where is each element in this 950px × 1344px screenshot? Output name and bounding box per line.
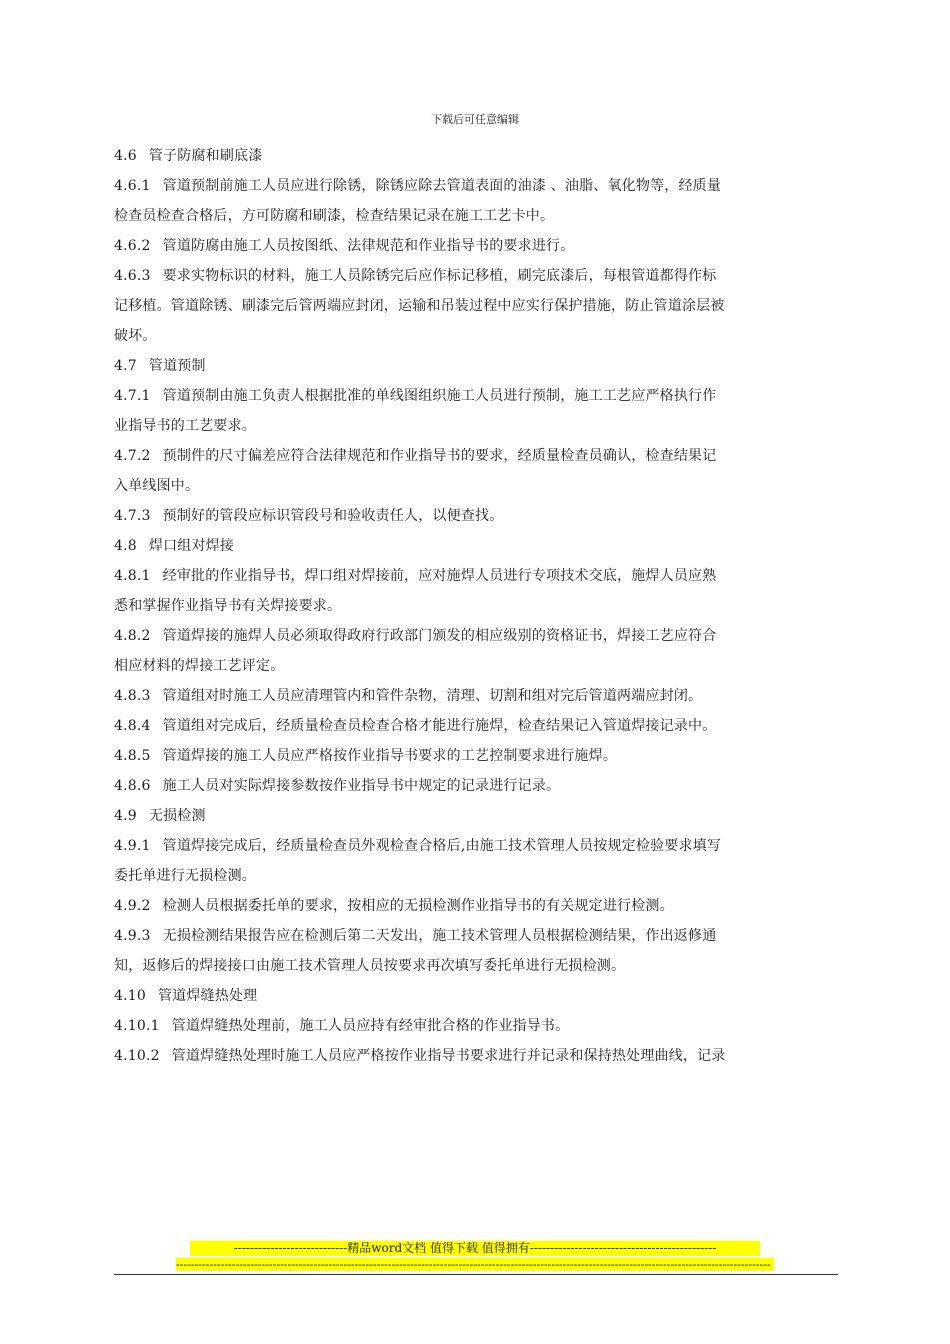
section-number: 4.8.2 [114,628,151,644]
footer-divider [114,1274,838,1275]
section-text: 管道焊接的施工人员应严格按作业指导书要求的工艺控制要求进行施焊。 [162,748,618,764]
footer-watermark-line-1: ----------------------------精品word文档 值得下载 值得拥有---------------------------------------------- [190,1241,760,1256]
continuation-line [114,201,838,231]
continuation-line [114,411,838,441]
section-line [114,831,838,861]
section-line [114,561,838,591]
section-text: 入单线图中。 [114,478,200,494]
section-line [114,981,838,1011]
section-text: 管道预制 [148,358,206,374]
continuation-line [114,651,838,681]
footer-watermark-line-2: ---------------------------------------------------------------------------------------------------------------------------------------------------------------- [176,1258,774,1271]
section-line [114,711,838,741]
section-line [114,351,838,381]
section-number: 4.8.4 [114,718,151,734]
continuation-line [114,861,838,891]
section-text: 检查员检查合格后，方可防腐和刷漆，检查结果记录在施工工艺卡中。 [114,208,555,224]
section-number: 4.7.3 [114,508,151,524]
section-line [114,231,838,261]
section-text: 管道预制由施工负责人根据批准的单线图组织施工人员进行预制，施工工艺应严格执行作 [162,388,717,404]
section-line [114,531,838,561]
section-text: 管道组对时施工人员应清理管内和管件杂物，清理、切割和组对完后管道两端应封闭。 [162,688,703,704]
section-text: 预制件的尺寸偏差应符合法律规范和作业指导书的要求，经质量检查员确认，检查结果记 [162,448,717,464]
section-text: 相应材料的焊接工艺评定。 [114,658,285,674]
section-line [114,771,838,801]
section-line [114,891,838,921]
section-line [114,921,838,951]
section-text: 管道组对完成后，经质量检查员检查合格才能进行施焊，检查结果记入管道焊接记录中。 [162,718,717,734]
section-number: 4.8.3 [114,688,151,704]
section-number: 4.9 [114,808,137,824]
section-text: 无损检测 [148,808,206,824]
section-text: 无损检测结果报告应在检测后第二天发出，施工技术管理人员根据检测结果，作出返修通 [162,928,717,944]
section-line [114,621,838,651]
section-text: 管道焊缝热处理时施工人员应严格按作业指导书要求进行并记录和保持热处理曲线，记录 [171,1048,726,1064]
section-line [114,741,838,771]
section-line [114,1011,838,1041]
section-number: 4.9.2 [114,898,151,914]
continuation-line [114,471,838,501]
section-text: 预制好的管段应标识管段号和验收责任人，以便查找。 [162,508,504,524]
section-text: 管道防腐由施工人员按图纸、法律规范和作业指导书的要求进行。 [162,238,575,254]
section-number: 4.7.1 [114,388,151,404]
section-text: 管道焊缝热处理 [157,988,258,1004]
section-text: 破坏。 [114,328,157,344]
section-line [114,801,838,831]
section-number: 4.10.2 [114,1048,160,1064]
section-text: 知，返修后的焊接接口由施工技术管理人员按要求再次填写委托单进行无损检测。 [114,958,626,974]
section-line [114,1041,838,1071]
section-line [114,261,838,291]
document-body [114,141,838,1071]
section-number: 4.8.5 [114,748,151,764]
section-text: 管道焊缝热处理前，施工人员应持有经审批合格的作业指导书。 [171,1018,570,1034]
section-text: 管子防腐和刷底漆 [148,148,263,164]
section-number: 4.7 [114,358,137,374]
section-number: 4.7.2 [114,448,151,464]
section-text: 管道焊接完成后，经质量检查员外观检查合格后,由施工技术管理人员按规定检验要求填写 [162,838,722,854]
continuation-line [114,321,838,351]
section-line [114,441,838,471]
section-text: 焊口组对焊接 [148,538,235,554]
section-text: 施工人员对实际焊接参数按作业指导书中规定的记录进行记录。 [162,778,561,794]
section-number: 4.8.1 [114,568,151,584]
section-text: 委托单进行无损检测。 [114,868,256,884]
section-number: 4.6.3 [114,268,151,284]
section-text: 业指导书的工艺要求。 [114,418,256,434]
section-line [114,141,838,171]
section-text: 管道预制前施工人员应进行除锈，除锈应除去管道表面的油漆 、油脂、氧化物等，经质量 [162,178,722,194]
section-number: 4.9.1 [114,838,151,854]
section-number: 4.8 [114,538,137,554]
section-line [114,501,838,531]
section-line [114,171,838,201]
section-number: 4.9.3 [114,928,151,944]
section-text: 要求实物标识的材料，施工人员除锈完后应作标记移植，刷完底漆后，每根管道都得作标 [162,268,717,284]
section-number: 4.8.6 [114,778,151,794]
section-text: 管道焊接的施焊人员必须取得政府行政部门颁发的相应级别的资格证书，焊接工艺应符合 [162,628,717,644]
section-number: 4.10 [114,988,146,1004]
section-text: 经审批的作业指导书，焊口组对焊接前，应对施焊人员进行专项技术交底，施焊人员应熟 [162,568,717,584]
section-text: 记移植。管道除锈、刷漆完后管两端应封闭，运输和吊装过程中应实行保护措施，防止管道涂层被 [114,298,725,314]
continuation-line [114,951,838,981]
section-text: 悉和掌握作业指导书有关焊接要求。 [114,598,342,614]
section-number: 4.6 [114,148,137,164]
continuation-line [114,291,838,321]
page-header-note: 下载后可任意编辑 [431,113,519,126]
section-text: 检测人员根据委托单的要求，按相应的无损检测作业指导书的有关规定进行检测。 [162,898,674,914]
section-number: 4.6.1 [114,178,151,194]
section-line [114,381,838,411]
continuation-line [114,591,838,621]
section-number: 4.10.1 [114,1018,160,1034]
section-line [114,681,838,711]
section-number: 4.6.2 [114,238,151,254]
